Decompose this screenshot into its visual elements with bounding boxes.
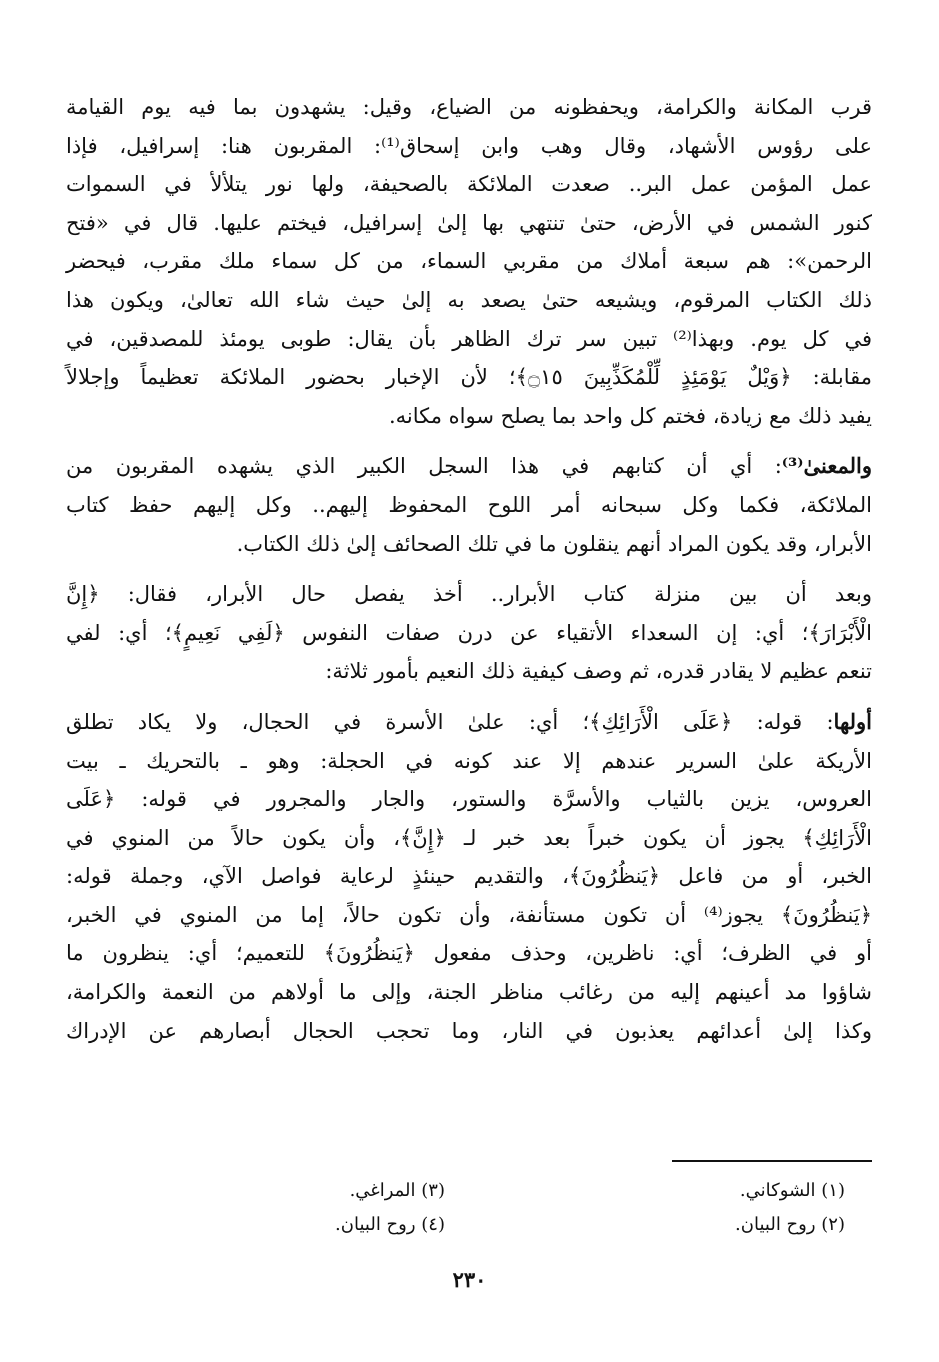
line-text: : أي أن كتابهم في هذا السجل الكبير الذي يشهده المقربون من bbox=[66, 454, 782, 479]
text-line: ﴿يَنظُرُونَ﴾ يجوز⁽⁴⁾ أن تكون مستأنفة، وأن تكون حالاً، إما من المنوي في الخبر، bbox=[66, 902, 873, 927]
line-text: : قوله: ﴿عَلَى الْأَرَائِكِ﴾؛ أي: علىٰ الأسرة في الحجال، ولا يكاد تطلق bbox=[66, 709, 834, 734]
main-text bbox=[66, 88, 872, 1062]
footnote-divider bbox=[672, 1160, 872, 1162]
text-line: الأريكة علىٰ السرير عندهم إلا عند كونه في الحجلة: وهو ـ بالتحريك ـ بيت bbox=[66, 748, 872, 773]
text-line: تنعم عظيم لا يقادر قدره، ثم وصف كيفية ذلك النعيم بأمور ثلاثة: bbox=[325, 659, 872, 684]
text-line: الرحمن»: هم سبعة أملاك من مقربي السماء، من كل سماء ملك مقرب، فيحضر bbox=[66, 249, 872, 274]
paragraph-lead: أولها bbox=[833, 708, 872, 734]
text-line: الأبرار، وقد يكون المراد أنهم ينقلون ما في تلك الصحائف إلىٰ ذلك الكتاب. bbox=[236, 531, 872, 556]
paragraph-3 bbox=[66, 575, 872, 691]
text-line: على رؤوس الأشهاد، وقال وهب وابن إسحاق⁽¹⁾: المقربون هنا: إسرافيل، فإذا bbox=[66, 133, 872, 158]
text-line: عمل المؤمن عمل البر.. صعدت الملائكة بالصحيفة، ولها نور يتلألأ في السموات bbox=[66, 172, 872, 197]
footnote: (٤) روح البيان. bbox=[335, 1214, 445, 1235]
text-line: أو في الظرف؛ أي: ناظرين، وحذف مفعول ﴿يَنظُرُونَ﴾ للتعميم؛ أي: ينظرون ما bbox=[66, 941, 872, 966]
footnote: (٢) روح البيان. bbox=[735, 1214, 845, 1235]
text-line: كنور الشمس في الأرض، حتىٰ تنتهي بها إلىٰ إسرافيل، فيختم عليها. قال في «فتح bbox=[66, 210, 872, 235]
footnote: (٣) المراغي. bbox=[349, 1180, 445, 1201]
footnote: (١) الشوكاني. bbox=[739, 1180, 845, 1201]
text-line: قرب المكانة والكرامة، ويحفظونه من الضياع، وقيل: يشهدون بما فيه يوم القيامة bbox=[66, 95, 872, 119]
paragraph-lead: والمعنىٰ⁽³⁾ bbox=[781, 453, 872, 479]
text-line bbox=[66, 447, 872, 486]
text-line: ذلك الكتاب المرقوم، ويشيعه حتىٰ يصعد به إلىٰ حيث شاء الله تعالىٰ، ويكون هذا bbox=[66, 287, 872, 312]
text-line: يفيد ذلك مع زيادة، فختم كل واحد بما يصلح سواه مكانه. bbox=[388, 403, 872, 428]
text-line: الْأَبْرَارَ﴾؛ أي: إن السعداء الأتقياء عن درن صفات النفوس ﴿لَفِي نَعِيمٍ﴾؛ أي: لفي bbox=[66, 620, 872, 645]
text-line: العروس، يزين بالثياب والأسرَّة والستور، والجار والمجرور في قوله: ﴿عَلَى bbox=[66, 787, 872, 812]
text-line: وكذا إلىٰ أعدائهم يعذبون في النار، وما تحجب الحجال أبصارهم عن الإدراك bbox=[66, 1018, 872, 1043]
text-line: وبعد أن بين منزلة كتاب الأبرار.. أخذ يفصل حال الأبرار، فقال: ﴿إِنَّ bbox=[66, 582, 872, 607]
page-number: ٢٣٠ bbox=[452, 1267, 487, 1292]
text-line: الملائكة، فكما وكل سبحانه أمر اللوح المحفوظ إليهم.. وكل إليهم حفظ كتاب bbox=[66, 492, 872, 517]
text-line: في كل يوم. وبهذا⁽²⁾ تبين سر ترك الظاهر بأن يقال: طوبى يومئذ للمصدقين، في bbox=[66, 326, 873, 351]
text-line: مقابلة: ﴿وَيْلٌ يَوْمَئِذٍ لِّلْمُكَذِّبِينَ ۝١٥﴾؛ لأن الإخبار بحضور الملائكة تعظيماً وإجلالاً bbox=[66, 365, 872, 390]
paragraph-4 bbox=[66, 703, 872, 1050]
text-line bbox=[66, 703, 872, 742]
paragraph-1 bbox=[66, 88, 872, 435]
text-line: الخبر، أو من فاعل ﴿يَنظُرُونَ﴾، والتقديم حينئذٍ لرعاية فواصل الآي، وجملة قوله: bbox=[66, 864, 872, 889]
text-line: الْأَرَائِكِ﴾ يجوز أن يكون خبراً بعد خبر لـ ﴿إِنَّ﴾، وأن يكون حالاً من المنوي في bbox=[66, 825, 872, 850]
paragraph-2 bbox=[66, 447, 872, 563]
text-line: شاؤوا مد أعينهم إليه من رغائب مناظر الجنة، وإلى ما أولاهم من النعمة والكرامة، bbox=[66, 980, 872, 1005]
